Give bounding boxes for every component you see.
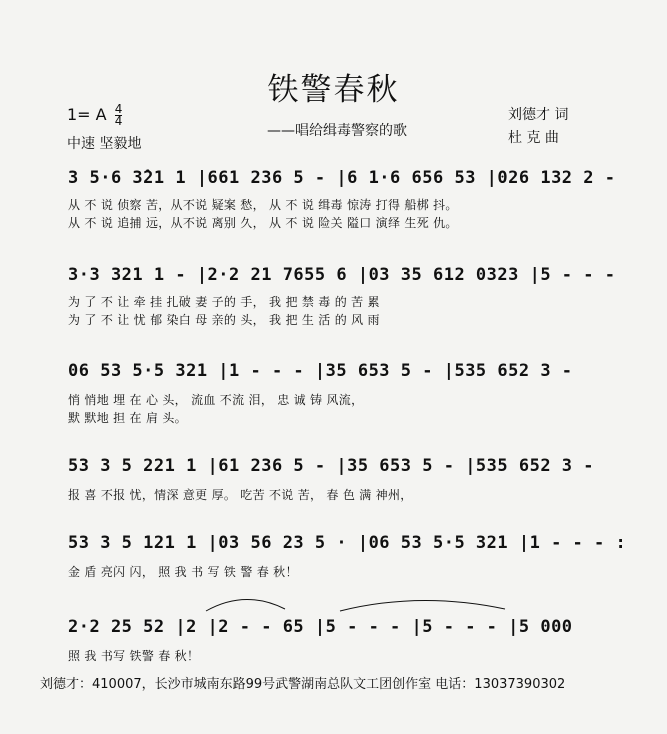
notation-line: 2·2 25 52 |2 |2 - - 65 |5 - - - |5 - - - |5 000	[68, 617, 573, 637]
lyric-line-verse-1: 为 了 不 让 牵 挂 扎破 妻 子的 手， 我 把 禁 毒 的 苦 累	[68, 295, 380, 309]
lyric-line-verse-1: 悄 悄地 埋 在 心 头， 流血 不流 泪， 忠 诚 铸 风流，	[68, 393, 364, 407]
lyric-line-verse-1: 照 我 书写 铁警 春 秋！	[68, 649, 200, 663]
notation-line: 53 3 5 221 1 |61 236 5 - |35 653 5 - |535 652 3 -	[68, 456, 595, 476]
song-subtitle: ——唱给缉毒警察的歌	[267, 123, 407, 139]
key-label: 1= A	[67, 105, 107, 124]
composer-credit: 杜 克 曲	[508, 130, 559, 146]
time-top: 4	[114, 102, 123, 116]
tie-arcs	[0, 589, 667, 619]
lyricist-credit: 刘德才 词	[508, 107, 569, 123]
time-bottom: 4	[114, 114, 123, 128]
lyric-line-verse-1: 从 不 说 侦察 苦，从不说 疑案 愁， 从 不 说 缉毒 惊涛 打得 船梆 抖。	[68, 198, 458, 212]
notation-line: 3 5·6 3̂21 1 |661 236 5 - |6 1·6 656 53 |026 132 2 -	[68, 168, 616, 188]
notation-line: 06 53 5·5 321 |1 - - - |35 653 5 - |535 652 3 -	[68, 361, 573, 381]
notation-line: 53 3 5 121 1 |03 56 23 5 · |06 53 5·5 321 |1 - - - :	[68, 533, 627, 553]
tempo-marking: 中速 坚毅地	[67, 136, 142, 152]
lyric-line-verse-2: 默 默地 担 在 肩 头。	[68, 411, 187, 425]
tie-arc	[340, 600, 505, 611]
lyric-line-verse-2: 从 不 说 追捕 远，从不说 离别 久， 从 不 说 险关 隘口 演绎 生死 仇。	[68, 216, 458, 230]
lyric-line-verse-1: 金 盾 亮闪 闪， 照 我 书 写 铁 警 春 秋！	[68, 565, 298, 579]
contact-footer: 刘德才：410007，长沙市城南东路99号武警湖南总队文工团创作室 电话：13037390302	[40, 677, 566, 692]
song-title: 铁警春秋	[267, 72, 400, 108]
notation-line: 3·3 321 1 - |2·2 21 7655 6 |03 35 612 0323 |5 - - -	[68, 265, 616, 285]
tie-arc	[206, 599, 285, 611]
key-signature	[67, 104, 122, 127]
lyric-line-verse-2: 为 了 不 让 忧 郁 染白 母 亲的 头， 我 把 生 活 的 风 雨	[68, 313, 380, 327]
time-signature	[115, 104, 123, 127]
lyric-line-verse-1: 报 喜 不报 忧，情深 意更 厚。 吃苦 不说 苦， 春 色 满 神州，	[68, 488, 413, 502]
